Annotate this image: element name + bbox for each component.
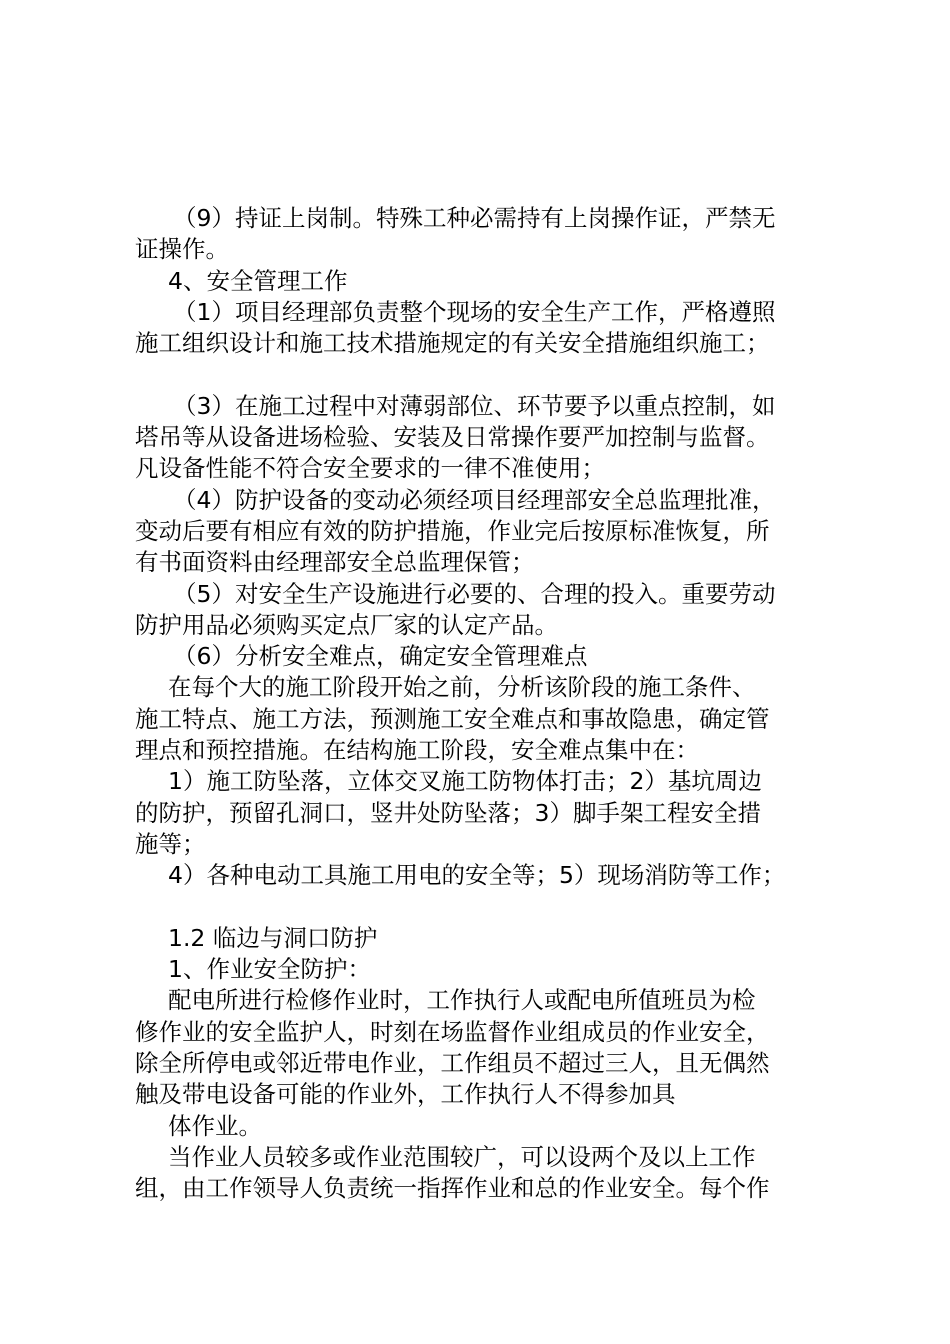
paragraph-line: 配电所进行检修作业时，工作执行人或配电所值班员为检 [168,986,756,1015]
paragraph-line: 4）各种电动工具施工用电的安全等；5）现场消防等工作； [168,861,786,890]
paragraph-line: 触及带电设备可能的作业外，工作执行人不得参加具 [135,1080,676,1109]
section-heading: 1.2 临边与洞口防护 [168,923,378,952]
paragraph-line: 修作业的安全监护人，时刻在场监督作业组成员的作业安全， [135,1017,770,1046]
paragraph-line: 有书面资料由经理部安全总监理保管； [135,548,535,577]
paragraph-line: 证操作。 [135,235,229,264]
paragraph-line: （4）防护设备的变动必须经项目经理部安全总监理批准， [173,485,776,514]
blank-line [135,892,835,923]
paragraph-line: 防护用品必须购买定点厂家的认定产品。 [135,610,558,639]
paragraph-line: 施工特点、施工方法，预测施工安全难点和事故隐患，确定管 [135,704,770,733]
paragraph-line: （9）持证上岗制。特殊工种必需持有上岗操作证，严禁无 [173,204,776,232]
document-body [135,203,835,1205]
paragraph-line: 施等； [135,829,206,858]
paragraph-line: （3）在施工过程中对薄弱部位、环节要予以重点控制，如 [173,391,776,420]
paragraph-line: 体作业。 [168,1111,262,1140]
section-heading: 1、作业安全防护： [168,955,371,984]
paragraph-line: 1）施工防坠落，立体交叉施工防物体打击；2）基坑周边 [168,767,762,796]
paragraph-line: （1）项目经理部负责整个现场的安全生产工作，严格遵照 [173,297,776,326]
paragraph-line: 理点和预控措施。在结构施工阶段，安全难点集中在： [135,736,699,765]
paragraph-line: 凡设备性能不符合安全要求的一律不准使用； [135,454,605,483]
paragraph-line: 的防护，预留孔洞口，竖井处防坠落；3）脚手架工程安全措 [135,798,761,827]
blank-line [135,359,835,390]
paragraph-line: 组，由工作领导人负责统一指挥作业和总的作业安全。每个作 [135,1174,770,1203]
paragraph-line: 施工组织设计和施工技术措施规定的有关安全措施组织施工； [135,329,770,358]
paragraph-line: 塔吊等从设备进场检验、安装及日常操作要严加控制与监督。 [135,423,770,452]
paragraph-line: 除全所停电或邻近带电作业，工作组员不超过三人，且无偶然 [135,1049,770,1078]
paragraph-line: （5）对安全生产设施进行必要的、合理的投入。重要劳动 [173,579,776,608]
paragraph-line: 在每个大的施工阶段开始之前，分析该阶段的施工条件、 [168,673,756,702]
paragraph-line: （6）分析安全难点，确定安全管理难点 [173,642,588,671]
paragraph-line: 当作业人员较多或作业范围较广，可以设两个及以上工作 [168,1142,756,1171]
paragraph-line: 变动后要有相应有效的防护措施，作业完后按原标准恢复，所 [135,516,770,545]
section-heading: 4、安全管理工作 [168,266,348,295]
